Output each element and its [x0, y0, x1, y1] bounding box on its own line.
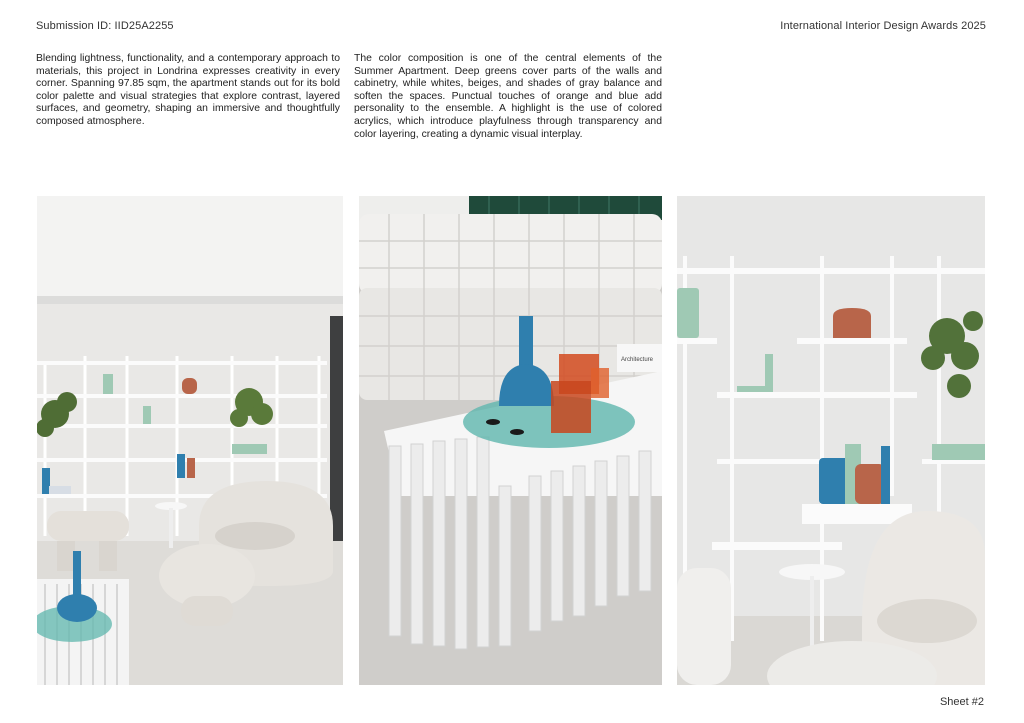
- sheet-number: Sheet #2: [939, 696, 984, 708]
- description-paragraph-right: The color composition is one of the central elements of the Summer Apartment. Deep greens cover parts of the walls and cabinetry, while whites, beiges, and shades of gray balance and soften the spaces. Punctual touches of orange and blue add personality to the ensemble. A highlight is the use of colored acrylics, which introduce playfulness through transparency and color layering, creating a dynamic visual interplay.: [354, 53, 662, 140]
- submission-id: Submission ID: IID25A2255: [36, 20, 174, 32]
- description-paragraph-left: Blending lightness, functionality, and a contemporary approach to materials, this project in Londrina expresses creativity in every corner. Spanning 97.85 sqm, the apartment stands out for its bold color palette and visual strategies that explore contrast, layered surfaces, and geometry, shaping an immersive and thoughtfully composed atmosphere.: [36, 53, 340, 127]
- photo-living-room: [37, 196, 343, 685]
- book-cover-text: Architecture: [621, 357, 654, 363]
- award-title: International Interior Design Awards 2025: [780, 20, 986, 32]
- photo-shelving-detail: [677, 196, 985, 685]
- photo-coffee-table-detail: [359, 196, 662, 685]
